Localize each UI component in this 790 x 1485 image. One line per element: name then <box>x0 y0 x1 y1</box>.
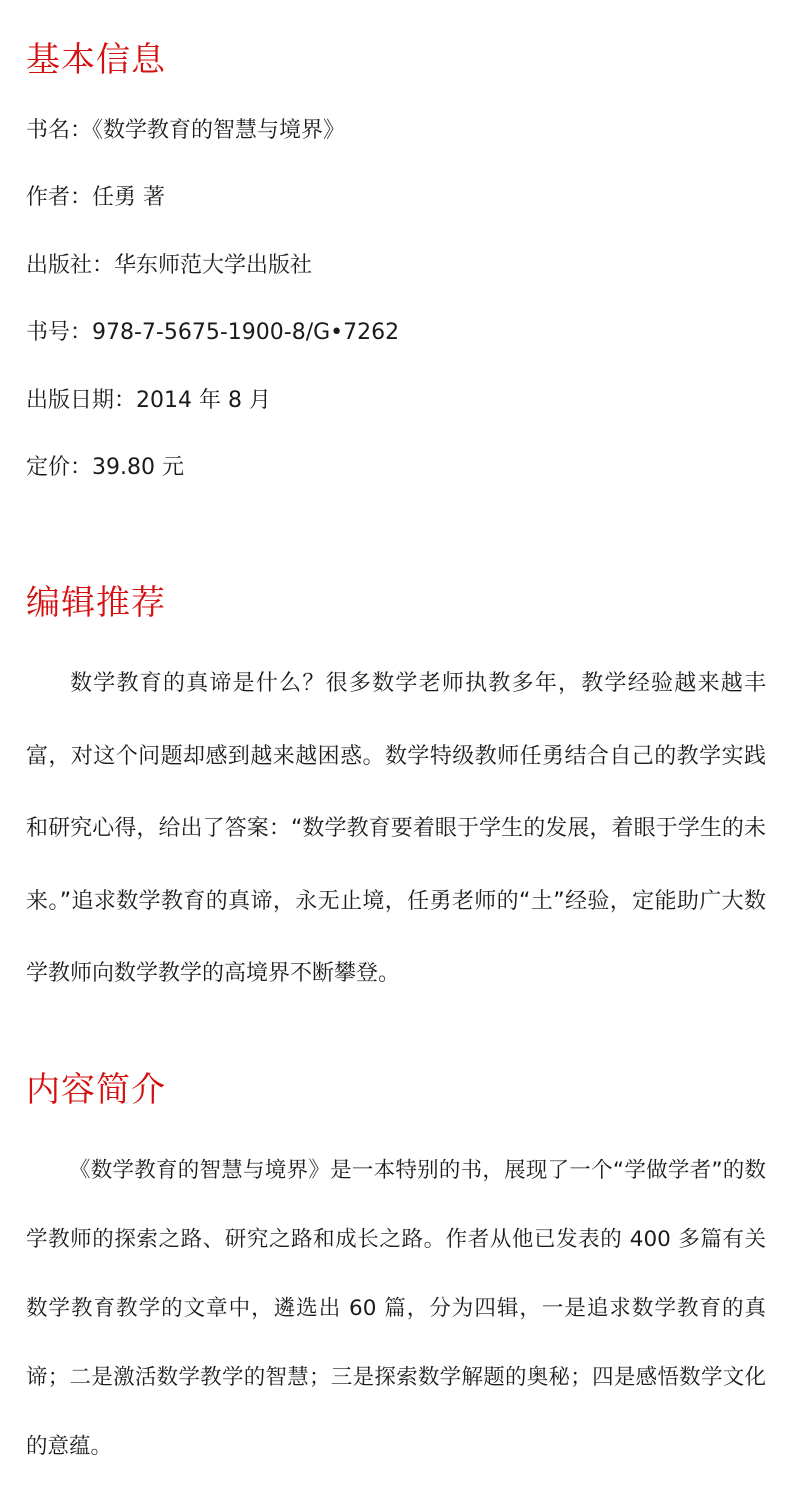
author-line: 作者：任勇 著 <box>26 185 165 210</box>
price-line: 定价：39.80 元 <box>26 455 184 480</box>
content-summary-heading: 内容简介 <box>26 1070 166 1110</box>
content-summary-text: 《数学教育的智慧与境界》是一本特别的书，展现了一个“学做学者”的数学教师的探索之路、研究之路和成长之路。作者从他已发表的 400 多篇有关数学教育教学的文章中，遴选出 60 篇，分为四辑，一是追求数学教育的真谛；二是激活数学教学的智慧；三是探索数学解题的奥秘；四是感悟数学文化的意蕴。 <box>26 1158 766 1459</box>
book-title-line: 书名：《数学教育的智慧与境界》 <box>26 118 346 143</box>
publish-date-line: 出版日期：2014 年 8 月 <box>26 388 271 413</box>
publisher-line: 出版社：华东师范大学出版社 <box>26 253 313 278</box>
editor-recommendation-heading: 编辑推荐 <box>26 583 166 623</box>
editor-recommendation-text: 数学教育的真谛是什么？很多数学老师执教多年，教学经验越来越丰富，对这个问题却感到越来越困惑。数学特级教师任勇结合自己的教学实践和研究心得，给出了答案：“数学教育要着眼于学生的发展，着眼于学生的未来。”追求数学教育的真谛，永无止境，任勇老师的“土”经验，定能助广大数学教师向数学教学的高境界不断攀登。 <box>26 671 766 986</box>
basic-info-heading: 基本信息 <box>26 40 166 80</box>
isbn-line: 书号：978-7-5675-1900-8/G•7262 <box>26 320 400 345</box>
